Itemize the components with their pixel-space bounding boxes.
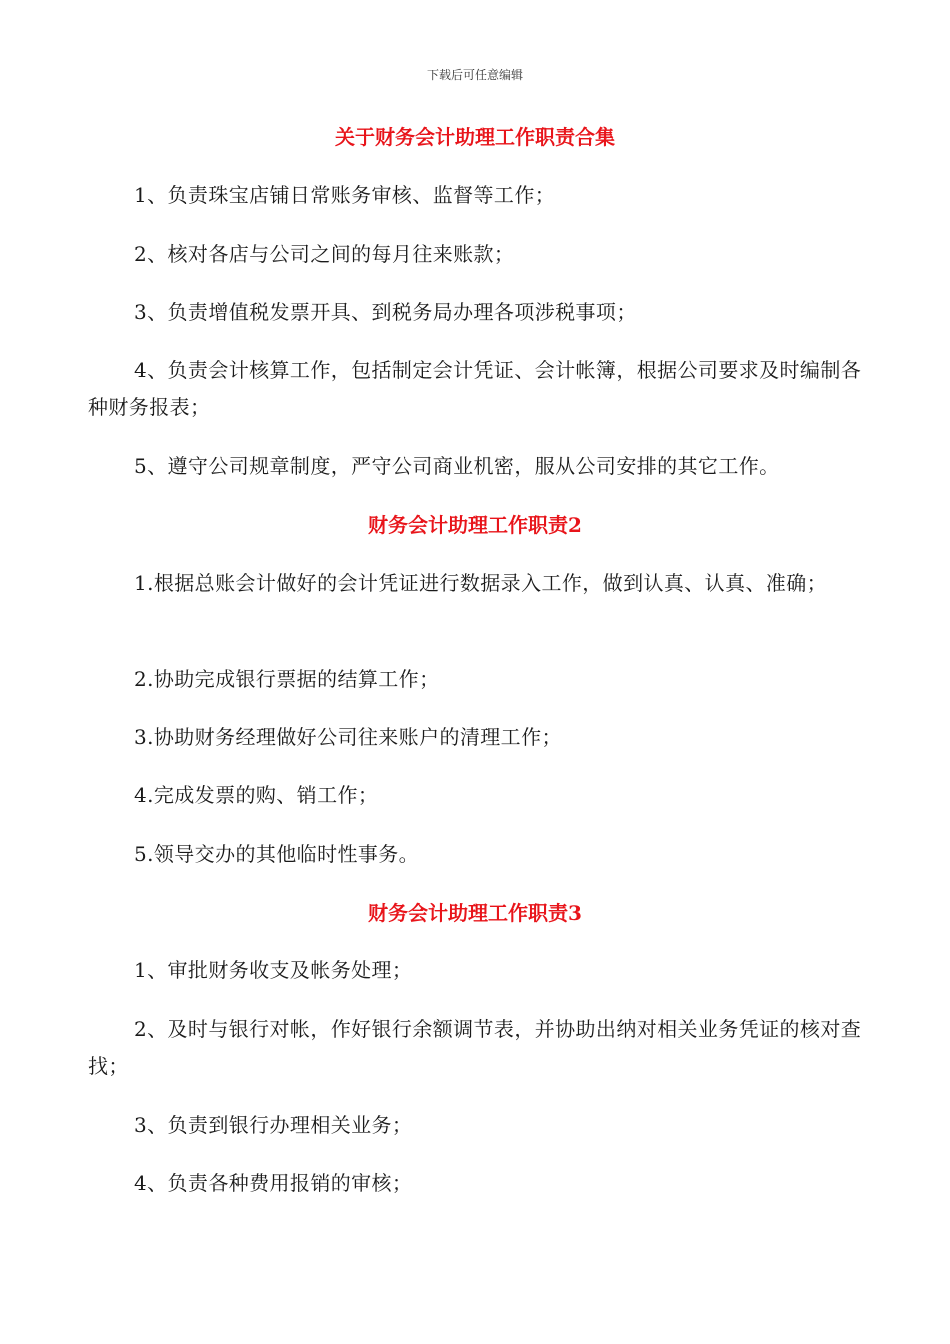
- section-1-item-2: 2、核对各店与公司之间的每月往来账款；: [134, 242, 515, 266]
- section-2-item-5: 5.领导交办的其他临时性事务。: [134, 842, 420, 866]
- section-1-item-1: 1、负责珠宝店铺日常账务审核、监督等工作；: [134, 183, 556, 207]
- section-3-item-1: 1、审批财务收支及帐务处理；: [134, 958, 413, 982]
- section-title-2: 财务会计助理工作职责2: [368, 513, 582, 537]
- section-1-item-4: 4、负责会计核算工作，包括制定会计凭证、会计帐簿，根据公司要求及时编制各种财务报表；: [88, 358, 862, 419]
- section-3-item-2: 2、及时与银行对帐，作好银行余额调节表，并协助出纳对相关业务凭证的核对查找；: [88, 1017, 862, 1078]
- section-2-item-2: 2.协助完成银行票据的结算工作；: [134, 667, 440, 691]
- section-title-3: 财务会计助理工作职责3: [368, 901, 582, 925]
- page-header: 下载后可任意编辑: [426, 68, 523, 82]
- section-2-item-1: 1.根据总账会计做好的会计凭证进行数据录入工作，做到认真、认真、准确；: [134, 571, 828, 595]
- section-title-1: 关于财务会计助理工作职责合集: [335, 125, 615, 149]
- section-3-item-3: 3、负责到银行办理相关业务；: [134, 1113, 413, 1137]
- section-3-item-4: 4、负责各种费用报销的审核；: [134, 1171, 413, 1195]
- section-1-item-3: 3、负责增值税发票开具、到税务局办理各项涉税事项；: [134, 300, 637, 324]
- section-2-item-3: 3.协助财务经理做好公司往来账户的清理工作；: [134, 725, 562, 749]
- section-2-item-4: 4.完成发票的购、销工作；: [134, 783, 379, 807]
- section-1-item-5: 5、遵守公司规章制度，严守公司商业机密，服从公司安排的其它工作。: [134, 454, 780, 478]
